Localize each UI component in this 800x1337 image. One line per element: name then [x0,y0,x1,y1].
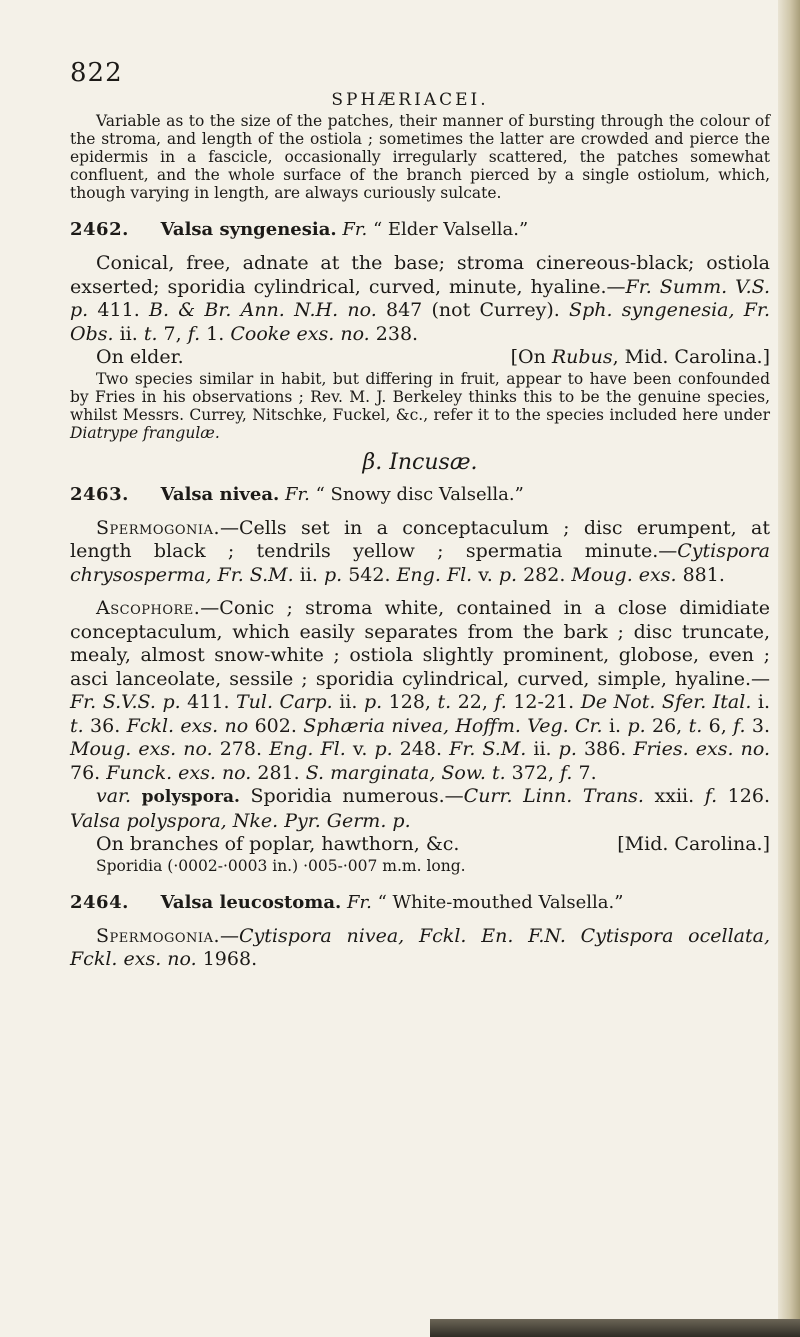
host-line-2463: On branches of poplar, hawthorn, &c. [Mid. Carolina.] [96,833,770,855]
reference-fragment: Eng. Fl. [269,738,346,760]
description-text: Conical, free, adnate at the base; stroma cinereous-black; ostiola exserted; sporidia cylindrical, curved, minute, hyaline.— [70,252,770,298]
reference-fragment: Funck. exs. no. [106,761,252,784]
entry-number: 2462. [70,219,129,240]
page-body [70,112,770,972]
description-2462 [70,252,770,346]
reference-fragment: 128, [382,691,438,713]
reference-fragment: 7. [572,761,597,784]
reference-fragment: 278. [212,738,270,760]
reference-fragment: 12-21. [506,691,581,713]
reference-fragment: p. [363,691,383,713]
reference-fragment: 7, [157,322,188,345]
running-title: SPHÆRIACEI. [331,90,489,110]
reference-fragment: t. [143,322,158,345]
reference-fragment: f. [733,714,746,737]
variety-2463: var. polyspora. Sporidia numerous.—Curr. Linn. Trans. xxii. f. 126. Valsa polyspora, Nke. Pyr. Germ. p. [70,785,770,832]
authority: Fr. [347,891,372,913]
reference-fragment: Eng. Fl. [396,563,473,586]
reference-fragment: f. [494,691,507,713]
reference-fragment: p. [498,563,518,586]
reference-fragment: Valsa polyspora, Nke. Pyr. Germ. p. [70,809,411,832]
reference-fragment: 1. [200,322,231,345]
reference-fragment: Curr. Linn. Trans. [463,785,644,807]
entry-number: 2463. [70,483,129,505]
reference-fragment: Cooke exs. no. [230,322,370,345]
reference-fragment: 26, [645,714,689,737]
reference-fragment: Fr. S.M. [449,738,527,760]
reference-fragment: 238. [369,322,419,345]
reference-fragment: t. [437,691,452,713]
authority: Fr. [342,219,368,240]
reference-fragment: 411. [180,691,236,713]
reference-fragment: Sphæria nivea, Hoffm. Veg. Cr. [303,714,603,737]
reference-fragment: xxii. [643,785,705,807]
measurement-2463: Sporidia (·0002-·0003 in.) ·005-·007 m.m. long. [96,856,466,875]
entry-heading-2464 [70,891,770,915]
entry-heading-2462 [70,218,770,242]
reference-fragment: 602. [248,714,304,737]
reference-fragment: Sph. syngenesia, Fr. Obs. [70,299,770,345]
reference-fragment: Fr. S.V.S. p. [70,691,181,713]
reference-fragment: p. [374,738,393,760]
reference-fragment: 542. [342,563,397,586]
reference-fragment: f. [560,761,573,784]
reference-fragment: i. [602,714,628,737]
reference-fragment: t. [688,714,703,737]
entry-heading-2463 [70,483,770,507]
note-2462: Two species similar in habit, but differing in fruit, appear to have been confounded by Fries in his observations ; Rev. M. J. Berkeley thinks this to be the genuine species, whilst Messrs. Currey, Nitschke, Fuckel, &c., refer it to the species included here under Diatrype frangulæ. [70,369,770,442]
reference-fragment: ii. [526,738,559,760]
reference-fragment: Fries. exs. no. [633,738,771,760]
reference-fragment: De Not. Sfer. Ital. [580,691,752,713]
reference-fragment: ii. [293,563,324,586]
reference-fragment: f. [187,322,201,345]
reference-fragment: t. [70,714,84,737]
common-name: “ White-mouthed Valsella.” [377,891,624,913]
common-name: “ Elder Valsella.” [372,219,529,240]
reference-fragment: 36. [83,714,127,737]
reference-fragment: ii. [113,322,144,345]
reference-fragment: Moug. exs. [571,563,677,586]
reference-fragment: p. [323,563,343,586]
reference-fragment: S. marginata, Sow. t. [305,761,506,784]
locality: [On Rubus, Mid. Carolina.] [510,346,770,368]
host-line-2462 [70,346,770,370]
spermogonia-2464: Spermogonia.—Cytispora nivea, Fckl. En. F.N. Cytispora ocellata, Fckl. exs. no. 1968. [70,924,770,970]
reference-fragment: 126. [717,785,770,807]
reference-fragment: v. [472,563,499,586]
ascophore-2463: Ascophore.—Conic ; stroma white, contained in a close dimidiate conceptaculum, which easily separates from the bark ; disc truncate, mealy, almost snow-white ; ostiola slightly prominent, globose, even ; asci lanceolate, sessile ; sporidia cylindrical, curved, simple, hyaline.—Fr. S.V.S. p. 411. Tul. Carp. ii. p. 128, t. 22, f. 12-21. De Not. Sfer. Ital. i. t. 36. Fckl. exs. no 602. Sphæria nivea, Hoffm. Veg. Cr. i. p. 26, t. 6, f. 3. Moug. exs. no. 278. Eng. Fl. v. p. 248. Fr. S.M. ii. p. 386. Fries. exs. no. 76. Funck. exs. no. 281. S. marginata, Sow. t. 372, f. 7. [70,597,771,784]
page-header [70,58,750,108]
species-name: Valsa syngenesia. [160,219,337,240]
reference-fragment: p. [558,738,577,760]
reference-fragment: Fckl. exs. no [126,714,249,737]
reference-fragment: Cytispora chrysosperma, Fr. S.M. [70,540,770,586]
reference-fragment: 386. [576,738,634,760]
reference-fragment: 6, [702,714,734,737]
species-name: Valsa leucostoma. [160,891,342,913]
reference-fragment: v. [345,738,375,760]
scan-bottom-edge [430,1319,800,1337]
reference-fragment: Fr. Summ. V.S. p. [70,275,770,321]
ascophore-references [70,691,770,784]
reference-fragment: i. [751,691,771,713]
authority: Fr. [285,483,310,505]
intro-paragraph: Variable as to the size of the patches, their manner of bursting through the colour of the stroma, and length of the ostiola ; sometimes the latter are crowded and pierce the epidermis in a fascicle, occasionally irregularly scattered, the patches somewhat confluent, and the whole surface of the branch pierced by a single ostiolum, which, though varying in length, are always curiously sulcate. [70,112,770,202]
section-heading: β. Incusæ. [362,449,478,475]
reference-fragment: Cytispora nivea, Fckl. En. F.N. Cytispora ocellata, Fckl. exs. no. [70,924,770,970]
spermogonia-2463: Spermogonia.—Cells set in a conceptaculum ; disc erumpent, at length black ; tendrils yellow ; spermatia minute.—Cytispora chrysosperma, Fr. S.M. ii. p. 542. Eng. Fl. v. p. 282. Moug. exs. 881. [70,516,770,586]
page-edge-shadow [778,0,800,1337]
reference-fragment: B. & Br. Ann. N.H. no. [148,299,377,321]
species-name: Valsa nivea. [160,483,280,505]
reference-fragment: Tul. Carp. [236,691,333,713]
reference-fragment: 1968. [196,948,258,970]
common-name: “ Snowy disc Valsella.” [315,483,524,505]
host: On elder. [96,346,184,368]
reference-fragment: 411. [88,299,149,321]
reference-fragment: p. [627,714,646,737]
reference-fragment: 847 (not Currey). [376,299,570,321]
reference-fragment: 281. [251,761,306,784]
reference-fragment: — [220,924,239,947]
reference-fragment: 22, [451,691,495,713]
entry-number: 2464. [70,891,129,913]
reference-fragment: 76. [70,761,107,784]
reference-fragment: 372, [505,761,561,784]
reference-fragment: 282. [517,563,572,586]
reference-fragment: ii. [332,691,364,713]
reference-fragment: f. [704,785,718,807]
reference-fragment: 3. [745,714,770,737]
page-number: 822 [70,58,123,88]
reference-fragment: 881. [676,563,725,586]
reference-fragment: 248. [392,738,450,760]
reference-fragment: Moug. exs. no. [70,738,213,760]
